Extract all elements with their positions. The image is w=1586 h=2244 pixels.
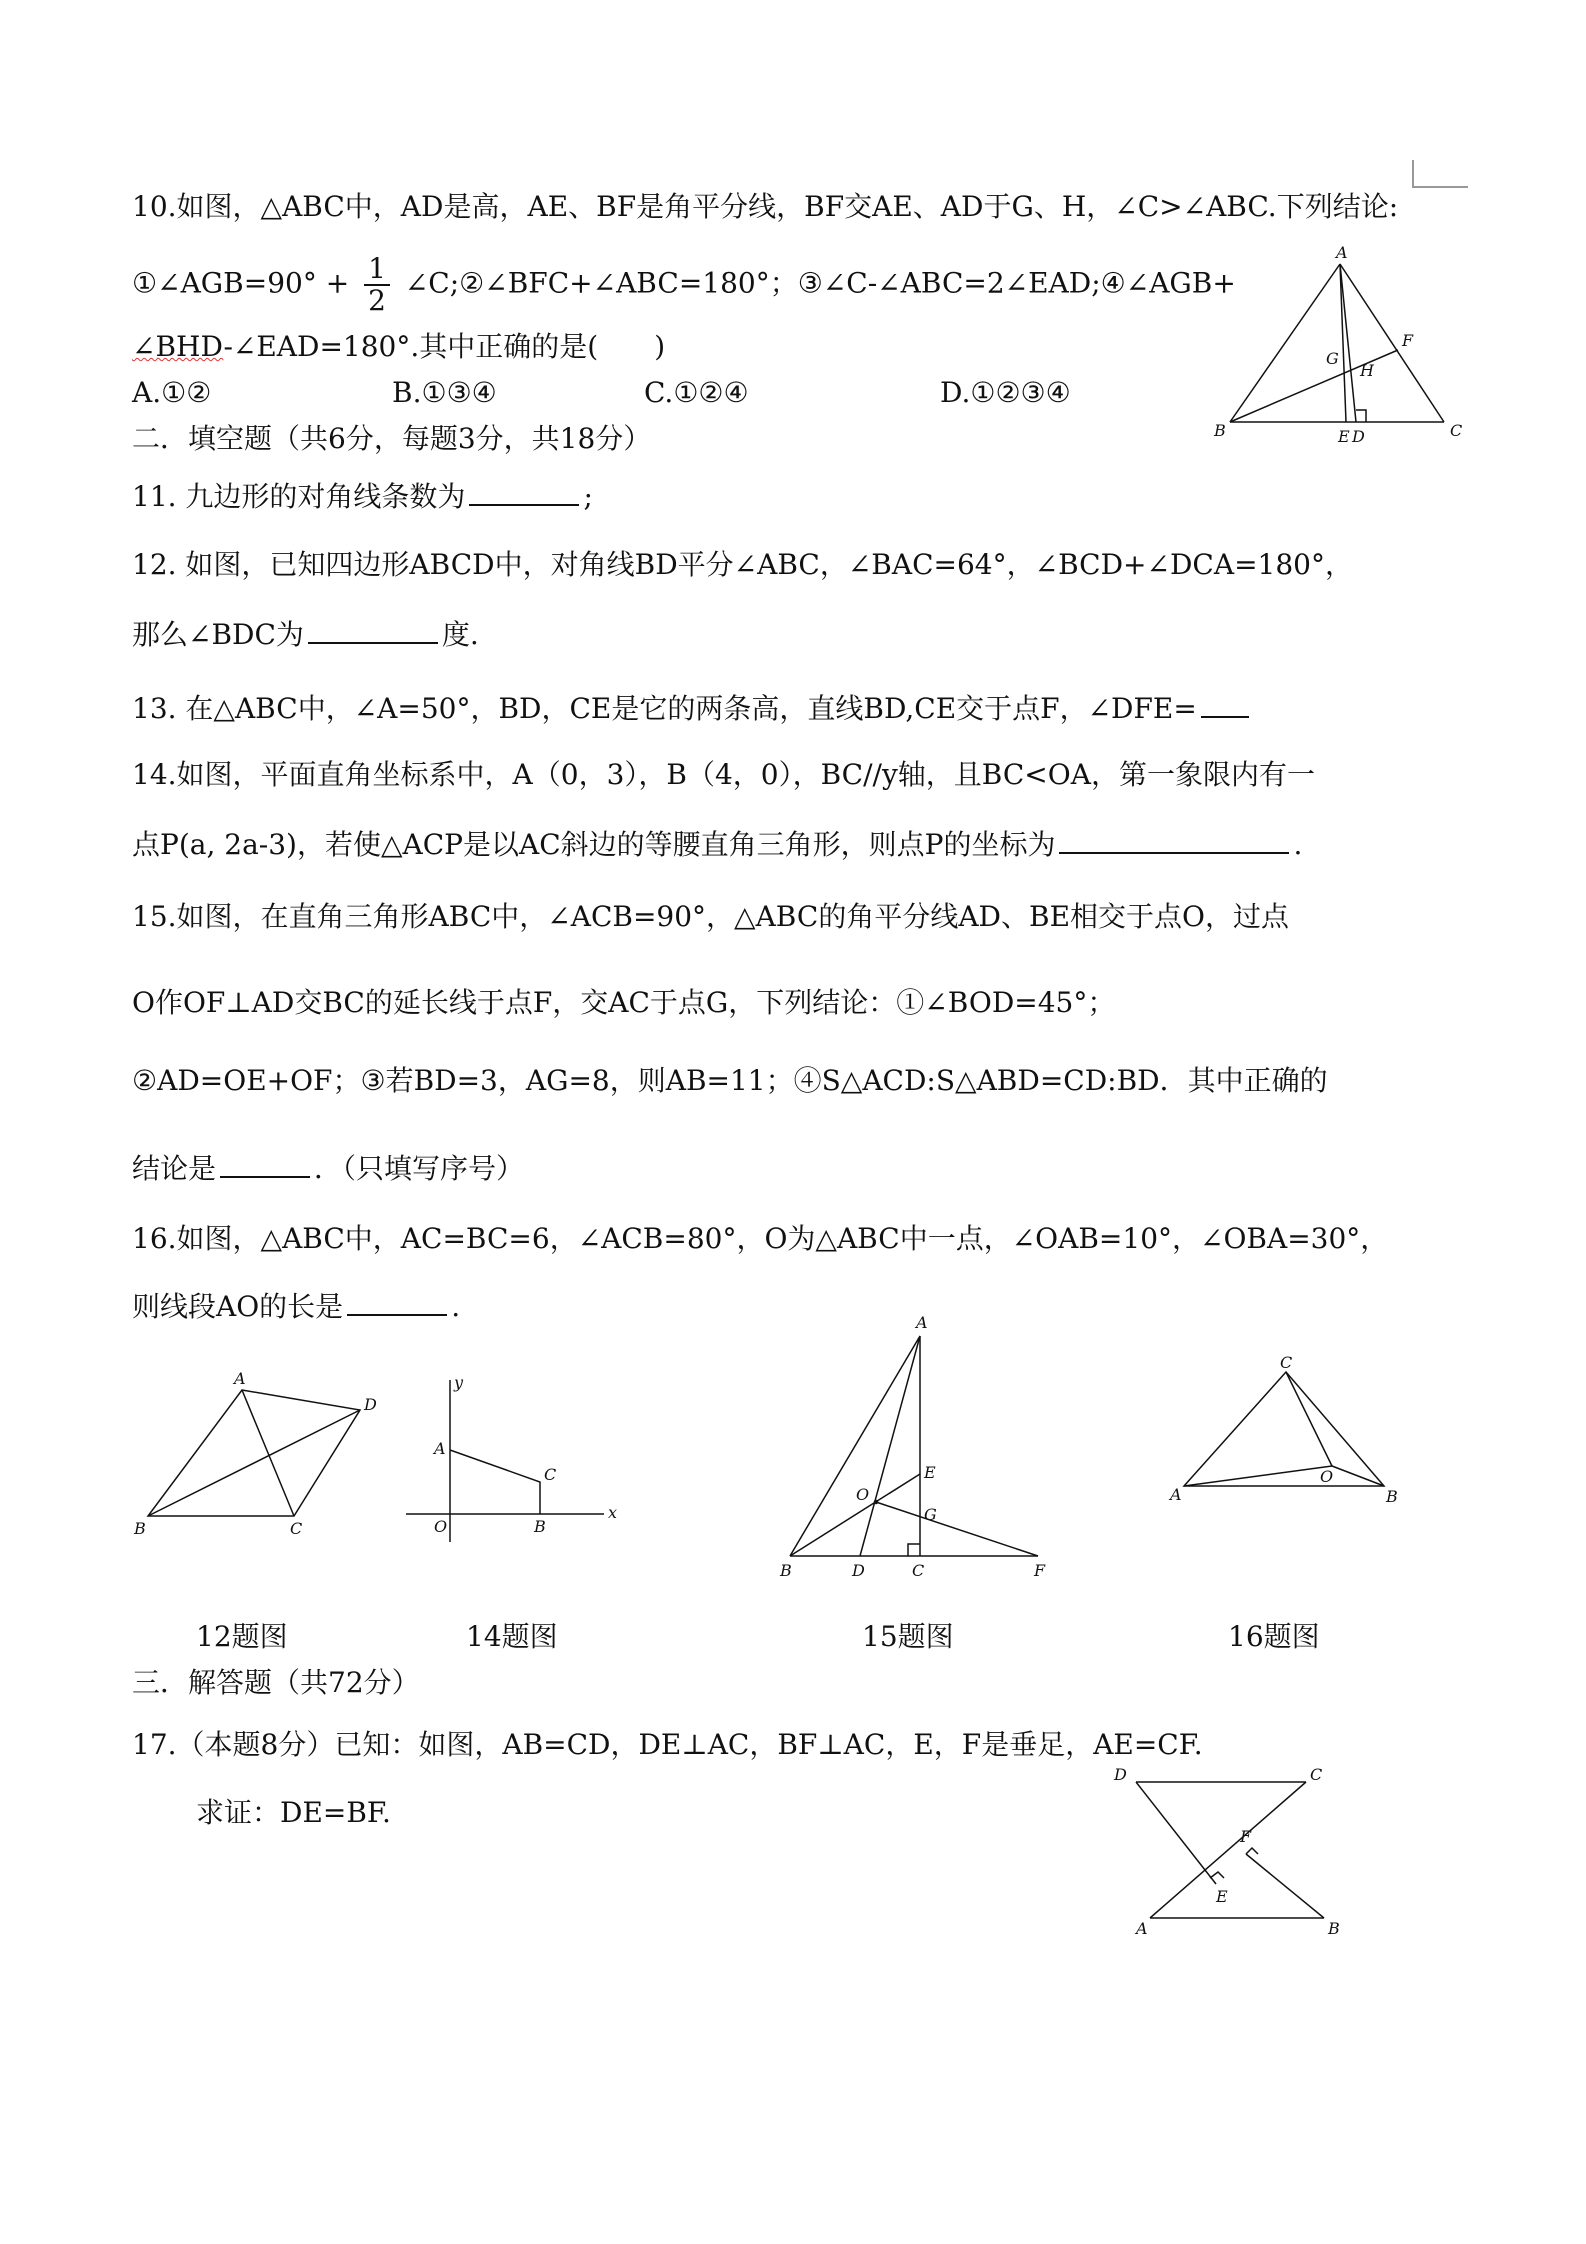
q10-line2-a: ①∠AGB=90° (132, 266, 317, 300)
q17-line1: 17.（本题8分）已知：如图，AB=CD，DE⊥AC，BF⊥AC，E，F是垂足，AE=CF. (132, 1728, 1203, 1761)
q11-answer-blank[interactable] (469, 478, 579, 506)
q12-line2 (132, 616, 479, 652)
q15-label-d: D (852, 1561, 865, 1580)
q15-line3: ②AD=OE+OF；③若BD=3，AG=8，则AB=11；④S△ACD:S△ABD=CD:BD．其中正确的 (132, 1064, 1328, 1097)
q15-line1: 15.如图，在直角三角形ABC中，∠ACB=90°，△ABC的角平分线AD、BE相交于点O，过点 (132, 900, 1289, 933)
q10-line1: 10.如图，△ABC中，AD是高，AE、BF是角平分线，BF交AE、AD于G、H，∠C>∠ABC.下列结论: (132, 190, 1399, 223)
caption-q15: 15题图 (862, 1620, 954, 1653)
q17-label-d: D (1114, 1765, 1127, 1784)
q10-label-f: F (1402, 331, 1414, 350)
q14-line2-text: 点P(a, 2a-3)，若使△ACP是以AC斜边的等腰直角三角形，则点P的坐标为 (132, 828, 1056, 861)
q10-option-c: C.①②④ (644, 376, 749, 409)
q10-label-a: A (1336, 243, 1348, 262)
q13 (132, 690, 1253, 726)
q15-line4-a: 结论是 (132, 1152, 217, 1185)
q12-line2-b: 度. (441, 618, 479, 651)
q15-line4-b: ．（只填写序号） (314, 1152, 525, 1185)
q10-fraction-denominator: 2 (368, 284, 386, 317)
q10-line2-b: ∠C;②∠BFC+∠ABC=180°；③∠C-∠ABC=2∠EAD;④∠AGB+ (404, 266, 1236, 300)
q14-answer-blank[interactable] (1059, 826, 1289, 854)
q16-label-o: O (1320, 1467, 1334, 1486)
caption-q14: 14题图 (466, 1620, 558, 1653)
q16-line2-a: 则线段AO的长是 (132, 1290, 344, 1323)
caption-q16: 16题图 (1228, 1620, 1320, 1653)
q10-line3-a: ∠BHD (132, 330, 224, 363)
q16-answer-blank[interactable] (347, 1288, 447, 1316)
q10-fraction (364, 254, 390, 316)
page-corner-mark (1412, 160, 1468, 188)
q10-line3 (132, 330, 665, 364)
q16-label-c: C (1280, 1353, 1293, 1372)
q10-label-d: D (1352, 427, 1365, 446)
q10-option-b: B.①③④ (392, 376, 497, 409)
q16-label-b: B (1386, 1487, 1398, 1506)
q15-label-f: F (1034, 1561, 1046, 1580)
q11-text: 11. 九边形的对角线条数为 (132, 480, 466, 513)
q16-line2 (132, 1288, 460, 1324)
q16-line2-b: . (451, 1290, 461, 1323)
q10-fraction-numerator: 1 (364, 254, 390, 286)
q15-answer-blank[interactable] (220, 1150, 310, 1178)
q15-line4 (132, 1150, 524, 1186)
q10-option-a: A.①② (132, 376, 212, 409)
q12-label-a: A (234, 1369, 246, 1388)
q11 (132, 478, 593, 514)
q13-answer-blank[interactable] (1201, 690, 1249, 718)
q14-end: . (1293, 828, 1303, 861)
q15-line2: O作OF⊥AD交BC的延长线于点F，交AC于点G，下列结论：①∠BOD=45°； (132, 986, 1116, 1019)
q15-label-c: C (912, 1561, 925, 1580)
section2-heading: 二．填空题（共6分，每题3分，共18分） (132, 422, 652, 455)
q10-label-c: C (1450, 421, 1463, 440)
q14-figure (404, 1374, 624, 1554)
q14-label-b: B (534, 1517, 546, 1536)
q16-line1: 16.如图，△ABC中，AC=BC=6，∠ACB=80°，O为△ABC中一点，∠OAB=10°，∠OBA=30°， (132, 1222, 1389, 1255)
q16-figure (1170, 1354, 1410, 1514)
q10-line2 (132, 254, 1236, 316)
q15-label-o: O (856, 1485, 870, 1504)
q17-label-f: F (1240, 1827, 1252, 1846)
q12-label-b: B (134, 1519, 146, 1538)
q10-label-g: G (1326, 349, 1339, 368)
q10-plus: + (325, 266, 350, 300)
q10-line3-b: -∠EAD=180°.其中正确的是( ) (223, 330, 666, 363)
q14-label-o: O (434, 1517, 448, 1536)
q10-option-d: D.①②③④ (940, 376, 1071, 409)
q14-label-c: C (544, 1465, 557, 1484)
q10-label-h: H (1360, 361, 1374, 380)
q12-line1: 12. 如图，已知四边形ABCD中，对角线BD平分∠ABC，∠BAC=64°，∠BCD+∠DCA=180°， (132, 548, 1353, 581)
q11-end: ; (583, 480, 593, 513)
q17-label-c: C (1310, 1765, 1323, 1784)
q17-label-a: A (1136, 1919, 1148, 1938)
q10-figure (1210, 243, 1480, 446)
q12-figure (130, 1370, 390, 1540)
q17-label-b: B (1328, 1919, 1340, 1938)
q16-label-a: A (1170, 1485, 1182, 1504)
q17-line2: 求证：DE=BF. (196, 1796, 391, 1829)
q15-label-e: E (924, 1463, 936, 1482)
q10-label-e: E (1338, 427, 1350, 446)
q13-text: 13. 在△ABC中，∠A=50°，BD，CE是它的两条高，直线BD,CE交于点F，∠DFE= (132, 692, 1197, 725)
q12-label-d: D (364, 1395, 377, 1414)
q15-figure (772, 1310, 1072, 1580)
q15-label-a: A (916, 1313, 928, 1332)
q17-label-e: E (1216, 1887, 1228, 1906)
q17-figure (1110, 1765, 1350, 1938)
q12-line2-a: 那么∠BDC为 (132, 618, 304, 651)
q15-label-b: B (780, 1561, 792, 1580)
caption-q12: 12题图 (196, 1620, 288, 1653)
q12-label-c: C (290, 1519, 303, 1538)
q14-line1: 14.如图，平面直角坐标系中，A（0，3），B（4，0），BC//y轴，且BC<OA，第一象限内有一 (132, 758, 1315, 791)
section3-heading: 三．解答题（共72分） (132, 1666, 420, 1699)
q14-line2 (132, 826, 1302, 862)
q14-label-a: A (434, 1439, 446, 1458)
q14-label-x: x (608, 1503, 618, 1522)
q15-label-g: G (924, 1505, 937, 1524)
q14-label-y: y (454, 1373, 464, 1392)
q12-answer-blank[interactable] (308, 616, 438, 644)
q10-label-b: B (1214, 421, 1226, 440)
